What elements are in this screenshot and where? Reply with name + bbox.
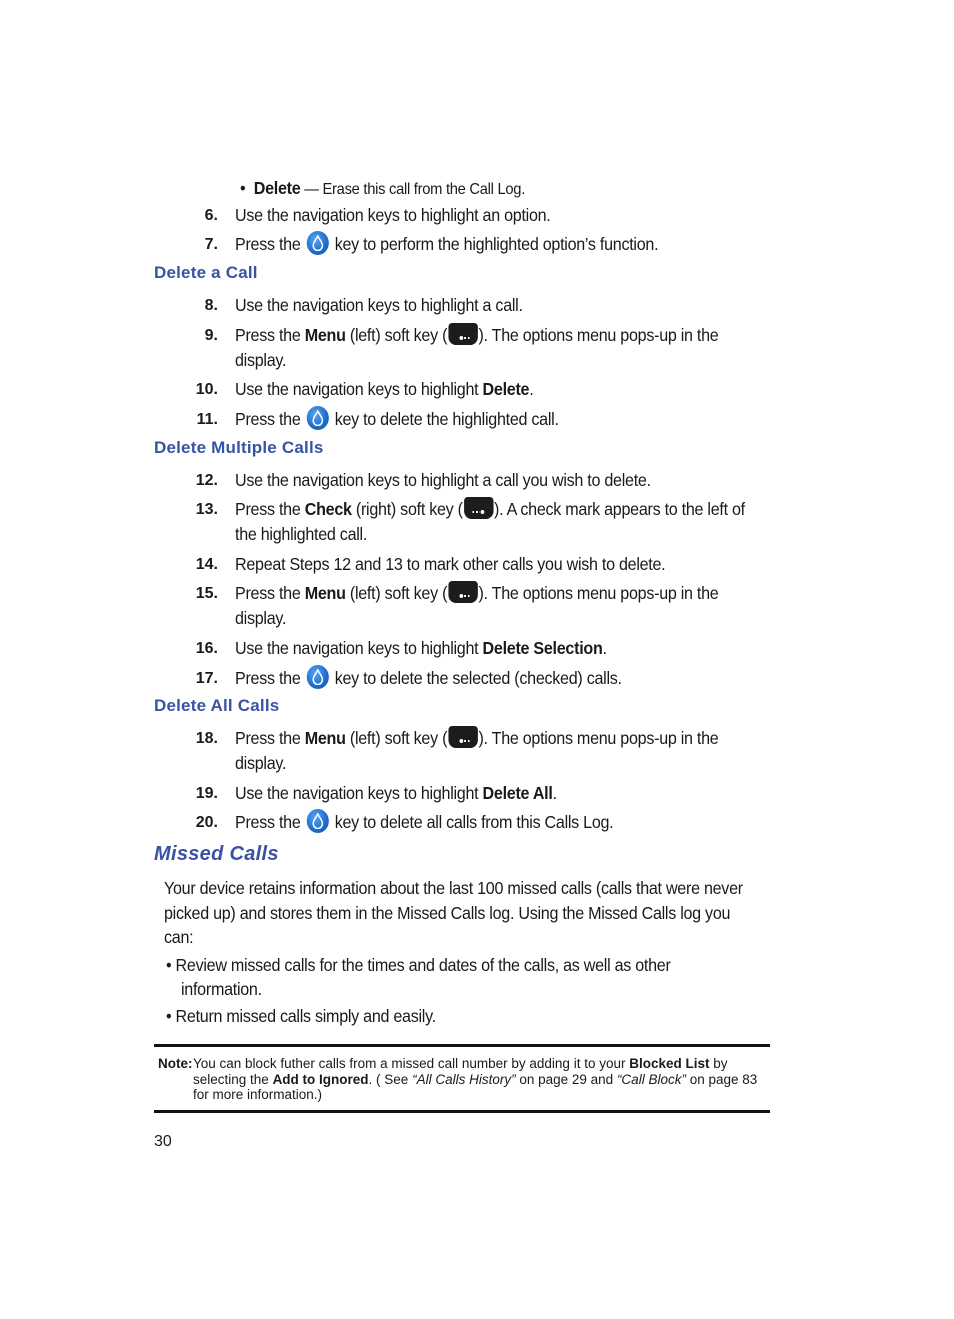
step-text: Use the navigation keys to highlight a call you wish to delete. — [235, 470, 651, 490]
note-top-rule — [154, 1044, 770, 1047]
step-text-bold: Delete — [482, 379, 530, 399]
page-number: 30 — [154, 1133, 172, 1150]
bullet-delete — [240, 176, 525, 202]
note-bottom-rule — [154, 1110, 770, 1113]
step-text — [235, 781, 557, 806]
list-item-line2: information. — [181, 979, 262, 999]
step-text-post: ). The options menu pops-up in the — [478, 728, 719, 748]
paragraph-line: picked up) and stores them in the Missed Calls log. Using the Missed Calls log you — [164, 903, 731, 923]
step-text: Use the navigation keys to highlight an option. — [235, 205, 551, 225]
note-xref: “All Calls History” — [412, 1071, 516, 1087]
section-heading-delete-multiple: Delete Multiple Calls — [154, 438, 324, 457]
step-number: 9. — [204, 327, 218, 344]
step-text-mid: (right) soft key ( — [351, 499, 463, 519]
step-text — [235, 407, 559, 432]
ok-key-icon — [307, 809, 329, 833]
note-text: on page 29 and — [515, 1071, 617, 1087]
section-heading-delete-call: Delete a Call — [154, 263, 258, 282]
step-text — [235, 636, 607, 661]
step-text-pre: Press the — [235, 728, 305, 748]
step-text-post: key to perform the highlighted option’s function. — [330, 234, 659, 254]
step-text — [235, 810, 613, 835]
note-text: on page 83 for more information.) — [193, 1071, 758, 1102]
step-text — [235, 581, 718, 606]
step-text-bold: Delete All — [482, 783, 553, 803]
step-text-line2: the highlighted call. — [235, 524, 368, 544]
left-soft-key-icon — [448, 726, 477, 748]
step-text-pre: Press the — [235, 812, 305, 832]
step-number: 14. — [195, 556, 218, 573]
note-xref: “Call Block” — [616, 1071, 686, 1087]
step-text-mid: (left) soft key ( — [345, 728, 448, 748]
step-text-post: . — [529, 379, 534, 399]
step-number: 17. — [195, 670, 218, 687]
list-item: • Return missed calls simply and easily. — [166, 1006, 436, 1026]
step-text — [235, 323, 718, 348]
left-soft-key-icon — [448, 581, 477, 603]
note-bold: Add to Ignored — [272, 1071, 369, 1087]
note-text: . ( See — [368, 1071, 413, 1087]
step-number: 13. — [195, 501, 218, 518]
step-text-bold: Menu — [304, 728, 346, 748]
step-text-post: key to delete the highlighted call. — [330, 409, 559, 429]
step-number: 6. — [204, 207, 218, 224]
step-text: Repeat Steps 12 and 13 to mark other calls you wish to delete. — [235, 554, 666, 574]
paragraph-line: can: — [164, 927, 194, 947]
list-item: • Review missed calls for the times and dates of the calls, as well as other — [166, 955, 671, 975]
note-label: Note: — [158, 1056, 193, 1071]
step-text-post: . — [602, 638, 607, 658]
step-text-post: ). A check mark appears to the left of — [494, 499, 745, 519]
step-number: 18. — [195, 730, 218, 747]
paragraph-line: Your device retains information about the last 100 missed calls (calls that were never — [164, 878, 743, 898]
step-text-pre: Use the navigation keys to highlight — [235, 379, 483, 399]
step-text-post: ). The options menu pops-up in the — [478, 583, 719, 603]
step-text-pre: Press the — [235, 325, 305, 345]
step-number: 20. — [195, 814, 218, 831]
step-text-line2: display. — [235, 753, 287, 773]
step-text-pre: Press the — [235, 499, 305, 519]
note-body — [193, 1056, 768, 1103]
step-text-line2: display. — [235, 608, 287, 628]
step-text-bold: Menu — [304, 583, 346, 603]
step-number: 15. — [195, 585, 218, 602]
bullet-term: Delete — [253, 178, 301, 198]
note-text: by selecting the — [193, 1056, 728, 1087]
note-bold: Blocked List — [629, 1056, 710, 1071]
step-text-bold: Check — [304, 499, 352, 519]
step-text: Use the navigation keys to highlight a call. — [235, 295, 523, 315]
step-text — [235, 497, 745, 522]
step-number: 19. — [195, 785, 218, 802]
step-text-pre: Press the — [235, 668, 305, 688]
step-text-pre: Press the — [235, 583, 305, 603]
step-text-line2: display. — [235, 350, 287, 370]
bullet-marker: • — [240, 178, 246, 198]
step-text-bold: Menu — [304, 325, 346, 345]
step-text-mid: (left) soft key ( — [345, 583, 448, 603]
step-text-pre: Use the navigation keys to highlight — [235, 783, 483, 803]
left-soft-key-icon — [448, 323, 477, 345]
step-text-pre: Press the — [235, 409, 305, 429]
step-text-bold: Delete Selection — [482, 638, 603, 658]
bullet-text: — Erase this call from the Call Log. — [300, 181, 526, 198]
section-heading-missed-calls: Missed Calls — [154, 843, 279, 865]
step-text-post: . — [552, 783, 557, 803]
step-number: 10. — [195, 381, 218, 398]
step-text — [235, 377, 533, 402]
ok-key-icon — [307, 231, 329, 255]
step-text-mid: (left) soft key ( — [345, 325, 448, 345]
right-soft-key-icon — [464, 497, 493, 519]
step-number: 12. — [195, 472, 218, 489]
step-text-pre: Press the — [235, 234, 305, 254]
step-text — [235, 666, 622, 691]
step-text — [235, 232, 658, 257]
step-number: 16. — [195, 640, 218, 657]
ok-key-icon — [307, 406, 329, 430]
step-number: 7. — [204, 236, 218, 253]
ok-key-icon — [307, 665, 329, 689]
step-text-post: key to delete the selected (checked) calls. — [330, 668, 622, 688]
step-text-post: ). The options menu pops-up in the — [478, 325, 719, 345]
step-text-post: key to delete all calls from this Calls Log. — [330, 812, 614, 832]
section-heading-delete-all: Delete All Calls — [154, 696, 280, 715]
step-number: 8. — [204, 297, 218, 314]
note-text: You can block futher calls from a missed call number by adding it to your — [193, 1056, 630, 1071]
step-number: 11. — [196, 411, 218, 428]
step-text — [235, 726, 718, 751]
step-text-pre: Use the navigation keys to highlight — [235, 638, 483, 658]
